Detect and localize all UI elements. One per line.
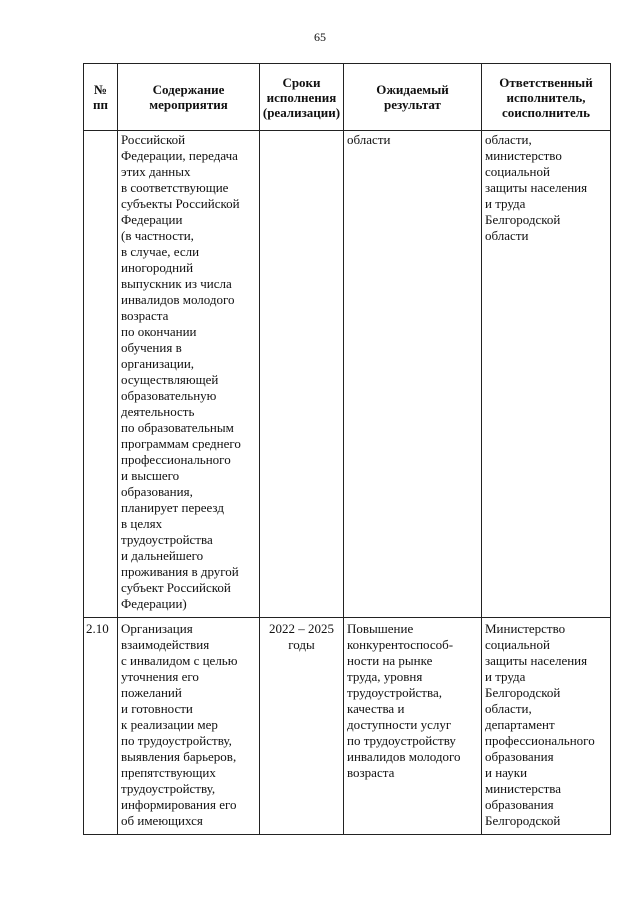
header-number: № пп — [84, 64, 118, 131]
row-number: 2.10 — [84, 618, 118, 835]
header-content: Содержание мероприятия — [118, 64, 260, 131]
row-number — [84, 131, 118, 618]
header-responsible: Ответственный исполнитель, соисполнитель — [482, 64, 611, 131]
header-result: Ожидаемый результат — [344, 64, 482, 131]
row-content: Организация взаимодействия с инвалидом с целью уточнения его пожеланий и готовности к реализации мер по трудоустройству, выявления барьеров, препятствующих трудоустройству, информирования его об имеющихся — [118, 618, 260, 835]
table-row — [84, 618, 611, 835]
row-terms: 2022 – 2025 годы — [260, 618, 344, 835]
row-result: Повышение конкурентоспособ- ности на рынке труда, уровня трудоустройства, качества и доступности услуг по трудоустройству инвалидов молодого возраста — [344, 618, 482, 835]
row-result: области — [344, 131, 482, 618]
row-responsible: области, министерство социальной защиты населения и труда Белгородской области — [482, 131, 611, 618]
measures-table — [83, 63, 611, 835]
row-responsible: Министерство социальной защиты населения и труда Белгородской области, департамент профессионального образования и науки министерства образования Белгородской — [482, 618, 611, 835]
row-content: Российской Федерации, передача этих данных в соответствующие субъекты Российской Федерации (в частности, в случае, если иногородний выпускник из числа инвалидов молодого возраста по окончании обучения в организации, осуществляющей образовательную деятельность по образовательным программам среднего профессионального и высшего образования, планирует переезд в целях трудоустройства и дальнейшего проживания в другой субъект Российской Федерации) — [118, 131, 260, 618]
table-row — [84, 131, 611, 618]
header-terms: Сроки исполнения (реализации) — [260, 64, 344, 131]
row-terms — [260, 131, 344, 618]
table-header-row — [84, 64, 611, 131]
page-number: 65 — [314, 30, 326, 44]
